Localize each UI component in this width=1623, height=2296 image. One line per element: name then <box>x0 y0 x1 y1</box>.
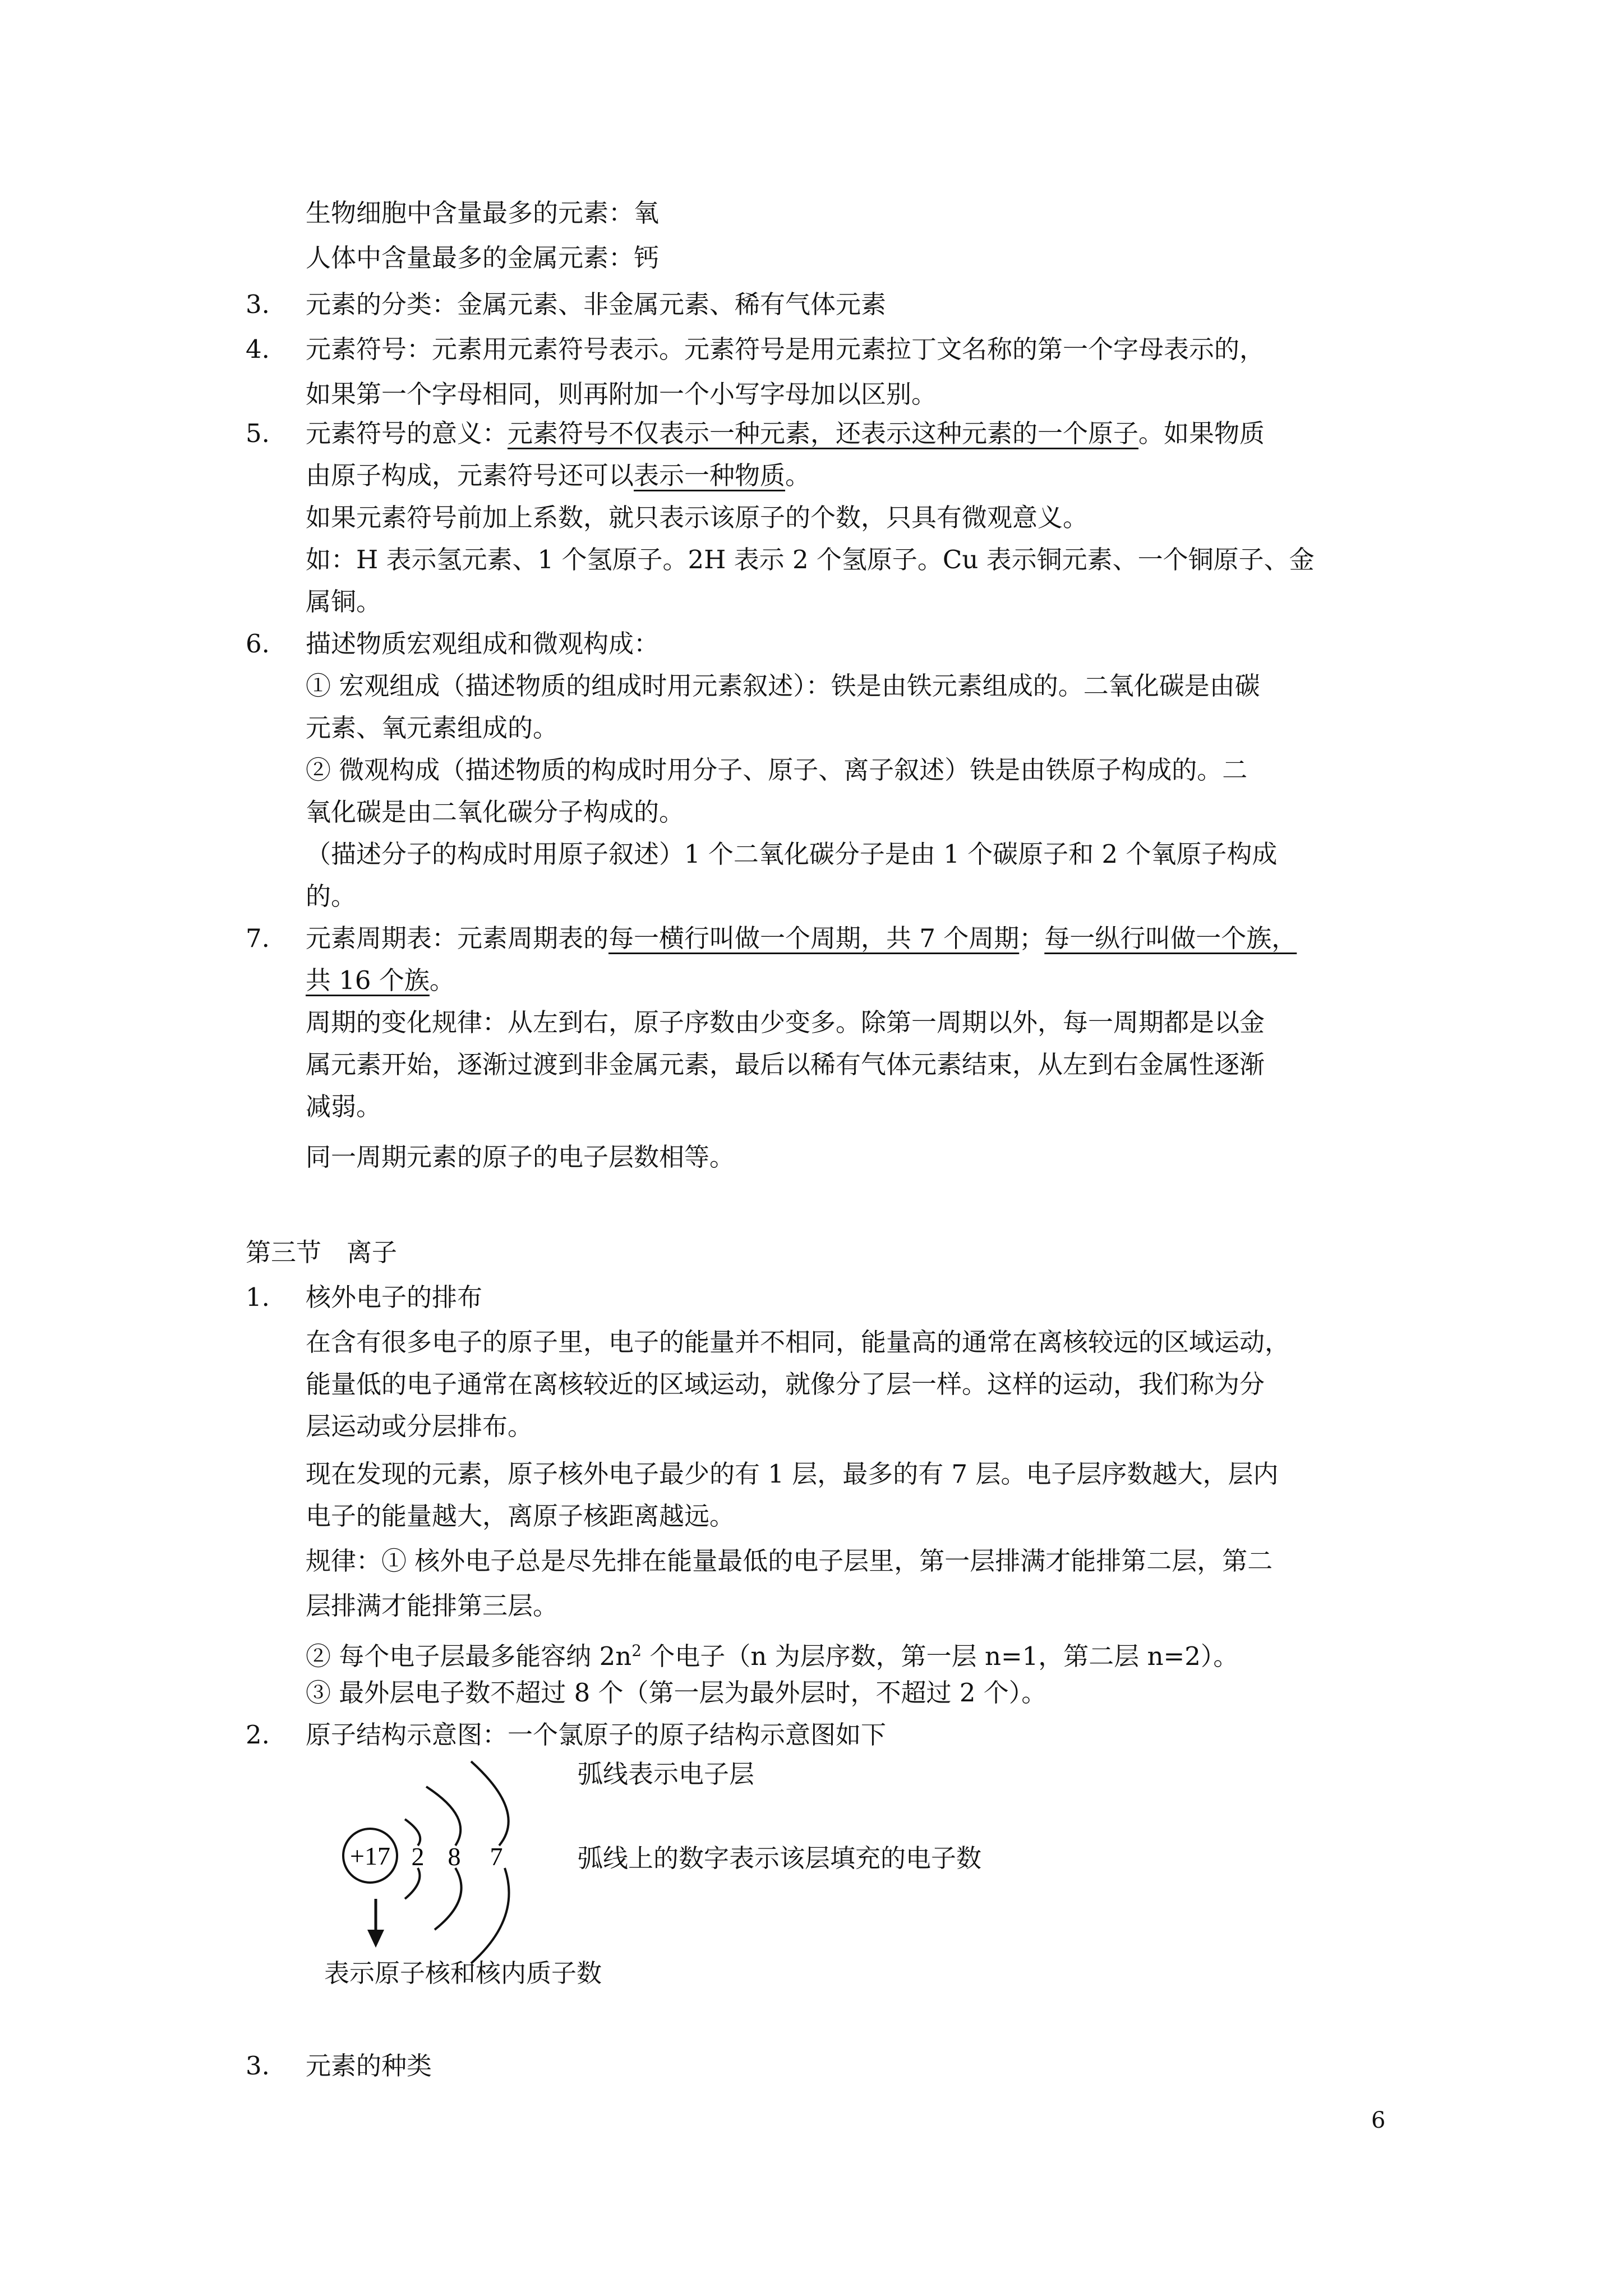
rule-2-superscript: 2 <box>631 1641 642 1660</box>
shell-3-arc-bottom <box>471 1868 509 1963</box>
item-6-line-7: 的。 <box>306 881 357 911</box>
item-5-label: 元素符号的意义： <box>306 418 508 448</box>
section-item-1-title: 核外电子的排布 <box>306 1282 483 1312</box>
label-nucleus: 表示原子核和核内质子数 <box>324 1958 602 1988</box>
section-item-number-1: 1. <box>246 1282 270 1312</box>
item-7-line-6: 同一周期元素的原子的电子层数相等。 <box>306 1142 735 1172</box>
fact-cell-oxygen: 生物细胞中含量最多的元素：氧 <box>306 198 660 228</box>
item-5-line-4: 如：H 表示氢元素、1 个氢原子。2H 表示 2 个氢原子。Cu 表示铜元素、一个铜原子、金 <box>306 545 1315 574</box>
item-5-underlined-meaning: 元素符号不仅表示一种元素，还表示这种元素的一个原子 <box>508 418 1139 448</box>
item-5-tail: 。如果物质 <box>1138 418 1265 448</box>
item-7-line-4: 属元素开始，逐渐过渡到非金属元素，最后以稀有气体元素结束，从左到右金属性逐渐 <box>306 1050 1265 1079</box>
shell-2-count: 8 <box>448 1842 461 1871</box>
item-number-4: 4. <box>246 334 270 364</box>
item-7-line-3: 周期的变化规律：从左到右，原子序数由少变多。除第一周期以外，每一周期都是以金 <box>306 1007 1265 1037</box>
item-6-line-1: 描述物质宏观组成和微观构成： <box>306 629 660 659</box>
item-6-line-2: ① 宏观组成（描述物质的组成时用元素叙述）：铁是由铁元素组成的。二氧化碳是由碳 <box>306 671 1260 701</box>
section-item-1-line-6: 规律：① 核外电子总是尽先排在能量最低的电子层里，第一层排满才能排第二层，第二 <box>306 1546 1273 1576</box>
item-number-7: 7. <box>246 923 270 953</box>
item-7-line-5: 减弱。 <box>306 1092 382 1121</box>
rule-2-text-a: ② 每个电子层最多能容纳 2n <box>306 1641 632 1671</box>
shell-3-count: 7 <box>490 1842 503 1871</box>
item-number-3: 3. <box>246 289 270 319</box>
item-7-underlined-group-count: 共 16 个族 <box>306 965 430 995</box>
shell-2-arc-bottom <box>435 1868 462 1930</box>
item-5-line-2-text: 由原子构成，元素符号还可以 <box>306 461 634 490</box>
shell-3-arc-top <box>471 1761 509 1846</box>
section-title: 第三节 离子 <box>246 1237 398 1267</box>
section-item-number-3: 3. <box>246 2051 270 2081</box>
item-5-underlined-substance: 表示一种物质 <box>634 461 786 490</box>
label-shell-numbers: 弧线上的数字表示该层填充的电子数 <box>578 1843 982 1873</box>
section-item-1-line-7: 层排满才能排第三层。 <box>306 1591 559 1621</box>
item-7-separator: ； <box>1019 923 1045 953</box>
section-item-number-2: 2. <box>246 1720 270 1750</box>
fact-body-calcium: 人体中含量最多的金属元素：钙 <box>306 243 660 273</box>
shell-2-arc-top <box>426 1787 460 1846</box>
label-arcs: 弧线表示电子层 <box>578 1759 755 1789</box>
item-6-line-3: 元素、氧元素组成的。 <box>306 713 559 743</box>
shell-1-count: 2 <box>411 1842 425 1871</box>
section-item-1-line-2: 能量低的电子通常在离核较近的区域运动，就像分了层一样。这样的运动，我们称为分 <box>306 1369 1265 1399</box>
item-3-text: 元素的分类：金属元素、非金属元素、稀有气体元素 <box>306 289 887 319</box>
item-6-line-6: （描述分子的构成时用原子叙述）1 个二氧化碳分子是由 1 个碳原子和 2 个氧原子构成 <box>306 839 1278 869</box>
item-7-label: 元素周期表：元素周期表的 <box>306 923 609 953</box>
item-7-underlined-groups: 每一纵行叫做一个族， <box>1044 923 1297 953</box>
section-item-3-title: 元素的种类 <box>306 2051 432 2081</box>
item-7-underlined-periods: 每一横行叫做一个周期，共 7 个周期 <box>608 923 1020 953</box>
item-4-line-1: 元素符号：元素用元素符号表示。元素符号是用元素拉丁文名称的第一个字母表示的， <box>306 334 1265 364</box>
item-number-6: 6. <box>246 629 270 659</box>
shell-1-arc-bottom <box>405 1868 419 1899</box>
section-item-1-line-4: 现在发现的元素，原子核外电子最少的有 1 层，最多的有 7 层。电子层序数越大，层内 <box>306 1459 1279 1489</box>
section-item-2-title: 原子结构示意图：一个氯原子的原子结构示意图如下 <box>306 1720 887 1750</box>
section-item-1-line-5: 电子的能量越大，离原子核距离越远。 <box>306 1501 735 1531</box>
item-6-line-5: 氧化碳是由二氧化碳分子构成的。 <box>306 797 685 827</box>
nucleus-arrow-head <box>367 1930 384 1948</box>
rule-2-text-b: 个电子（n 为层序数，第一层 n=1，第二层 n=2）。 <box>642 1641 1239 1671</box>
item-7-line-2-end: 。 <box>429 965 455 995</box>
item-4-line-2: 如果第一个字母相同，则再附加一个小写字母加以区别。 <box>306 379 937 409</box>
item-5-line-2-end: 。 <box>785 461 811 490</box>
section-item-1-line-3: 层运动或分层排布。 <box>306 1411 533 1441</box>
section-item-1-line-1: 在含有很多电子的原子里，电子的能量并不相同，能量高的通常在离核较远的区域运动， <box>306 1327 1290 1357</box>
item-5-line-3: 如果元素符号前加上系数，就只表示该原子的个数，只具有微观意义。 <box>306 503 1089 532</box>
item-5-line-5: 属铜。 <box>306 587 382 616</box>
nucleus-label: +17 <box>350 1842 390 1870</box>
item-6-line-4: ② 微观构成（描述物质的构成时用分子、原子、离子叙述）铁是由铁原子构成的。二 <box>306 755 1248 785</box>
page-number: 6 <box>1371 2108 1386 2133</box>
shell-1-arc-top <box>405 1819 420 1846</box>
section-item-1-line-9: ③ 最外层电子数不超过 8 个（第一层为最外层时，不超过 2 个）。 <box>306 1678 1047 1708</box>
item-number-5: 5. <box>246 418 270 448</box>
